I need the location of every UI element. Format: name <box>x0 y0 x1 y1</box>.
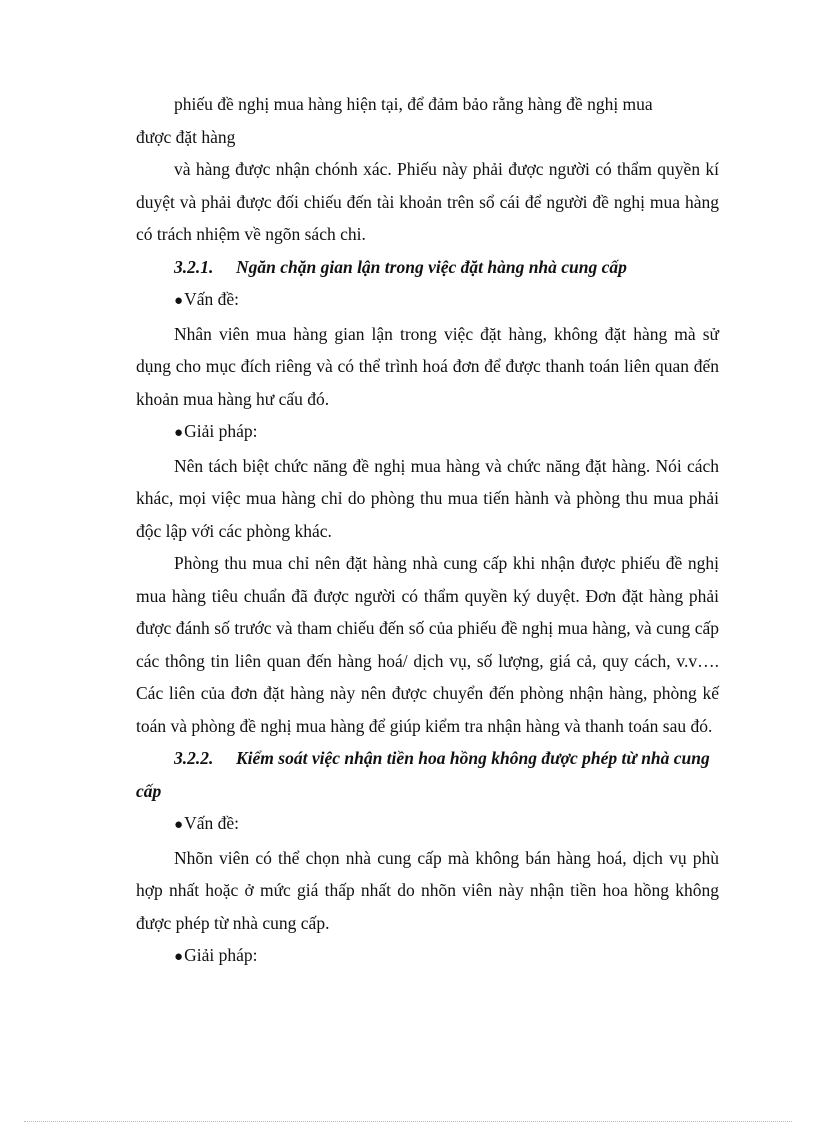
paragraph-4: Nên tách biệt chức năng đề nghị mua hàng và chức năng đặt hàng. Nói cách khác, mọi việc mua hàng chỉ do phòng thu mua tiến hành và phòng thu mua phải độc lập với các phòng khác. <box>136 455 719 541</box>
bullet-label: Vấn đề: <box>184 289 239 309</box>
paragraph-1a: phiếu đề nghị mua hàng hiện tại, để đảm bảo rằng hàng đề nghị mua <box>174 94 653 114</box>
bullet-icon: ● <box>174 425 184 441</box>
heading-number: 3.2.2. <box>174 748 214 768</box>
paragraph-1b: được đặt hàng <box>136 126 236 147</box>
document-page <box>136 88 719 974</box>
paragraph-5: Phòng thu mua chỉ nên đặt hàng nhà cung cấp khi nhận được phiếu đề nghị mua hàng tiêu chuẩn đã được người có thẩm quyền ký duyệt. Đơn đặt hàng phải được đánh số trước và tham chiếu đến số của phiếu đề nghị mua hàng, và cung cấp các thông tin liên quan đến hàng hoá/ dịch vụ, số lượng, giá cả, quy cách, v.v…. Các liên của đơn đặt hàng này nên được chuyển đến phòng nhận hàng, phòng kế toán và phòng đề nghị mua hàng để giúp kiểm tra nhận hàng và thanh toán sau đó. <box>136 553 719 736</box>
bullet-icon: ● <box>174 293 184 309</box>
bullet-problem <box>136 283 719 318</box>
bullet-solution <box>136 939 719 974</box>
heading-number: 3.2.1. <box>174 256 214 277</box>
bullet-label: Giải pháp: <box>184 421 258 441</box>
bullet-label: Giải pháp: <box>184 945 258 965</box>
heading-3-2-1 <box>136 251 719 284</box>
heading-title: Kiểm soát việc nhận tiền hoa hồng không được phép từ nhà cung cấp <box>136 748 710 801</box>
paragraph-2: và hàng được nhận chónh xác. Phiếu này phải được người có thẩm quyền kí duyệt và phải được đối chiếu đến tài khoản trên sổ cái để người đề nghị mua hàng có trách nhiệm về ngõn sách chi. <box>136 159 719 244</box>
paragraph-6: Nhõn viên có thể chọn nhà cung cấp mà không bán hàng hoá, dịch vụ phù hợp nhất hoặc ở mức giá thấp nhất do nhõn viên này nhận tiền hoa hồng không được phép từ nhà cung cấp. <box>136 847 719 933</box>
bullet-label: Vấn đề: <box>184 813 239 833</box>
paragraph-3: Nhân viên mua hàng gian lận trong việc đặt hàng, không đặt hàng mà sử dụng cho mục đích riêng và có thể trình hoá đơn để được thanh toán liên quan đến khoản mua hàng hư cấu đó. <box>136 323 719 409</box>
heading-3-2-2 <box>136 742 719 807</box>
page-bottom-divider <box>24 1121 792 1122</box>
bullet-icon: ● <box>174 817 184 833</box>
bullet-solution <box>136 415 719 450</box>
heading-title: Ngăn chặn gian lận trong việc đặt hàng nhà cung cấp <box>236 256 627 277</box>
bullet-icon: ● <box>174 949 184 965</box>
bullet-problem <box>136 807 719 842</box>
